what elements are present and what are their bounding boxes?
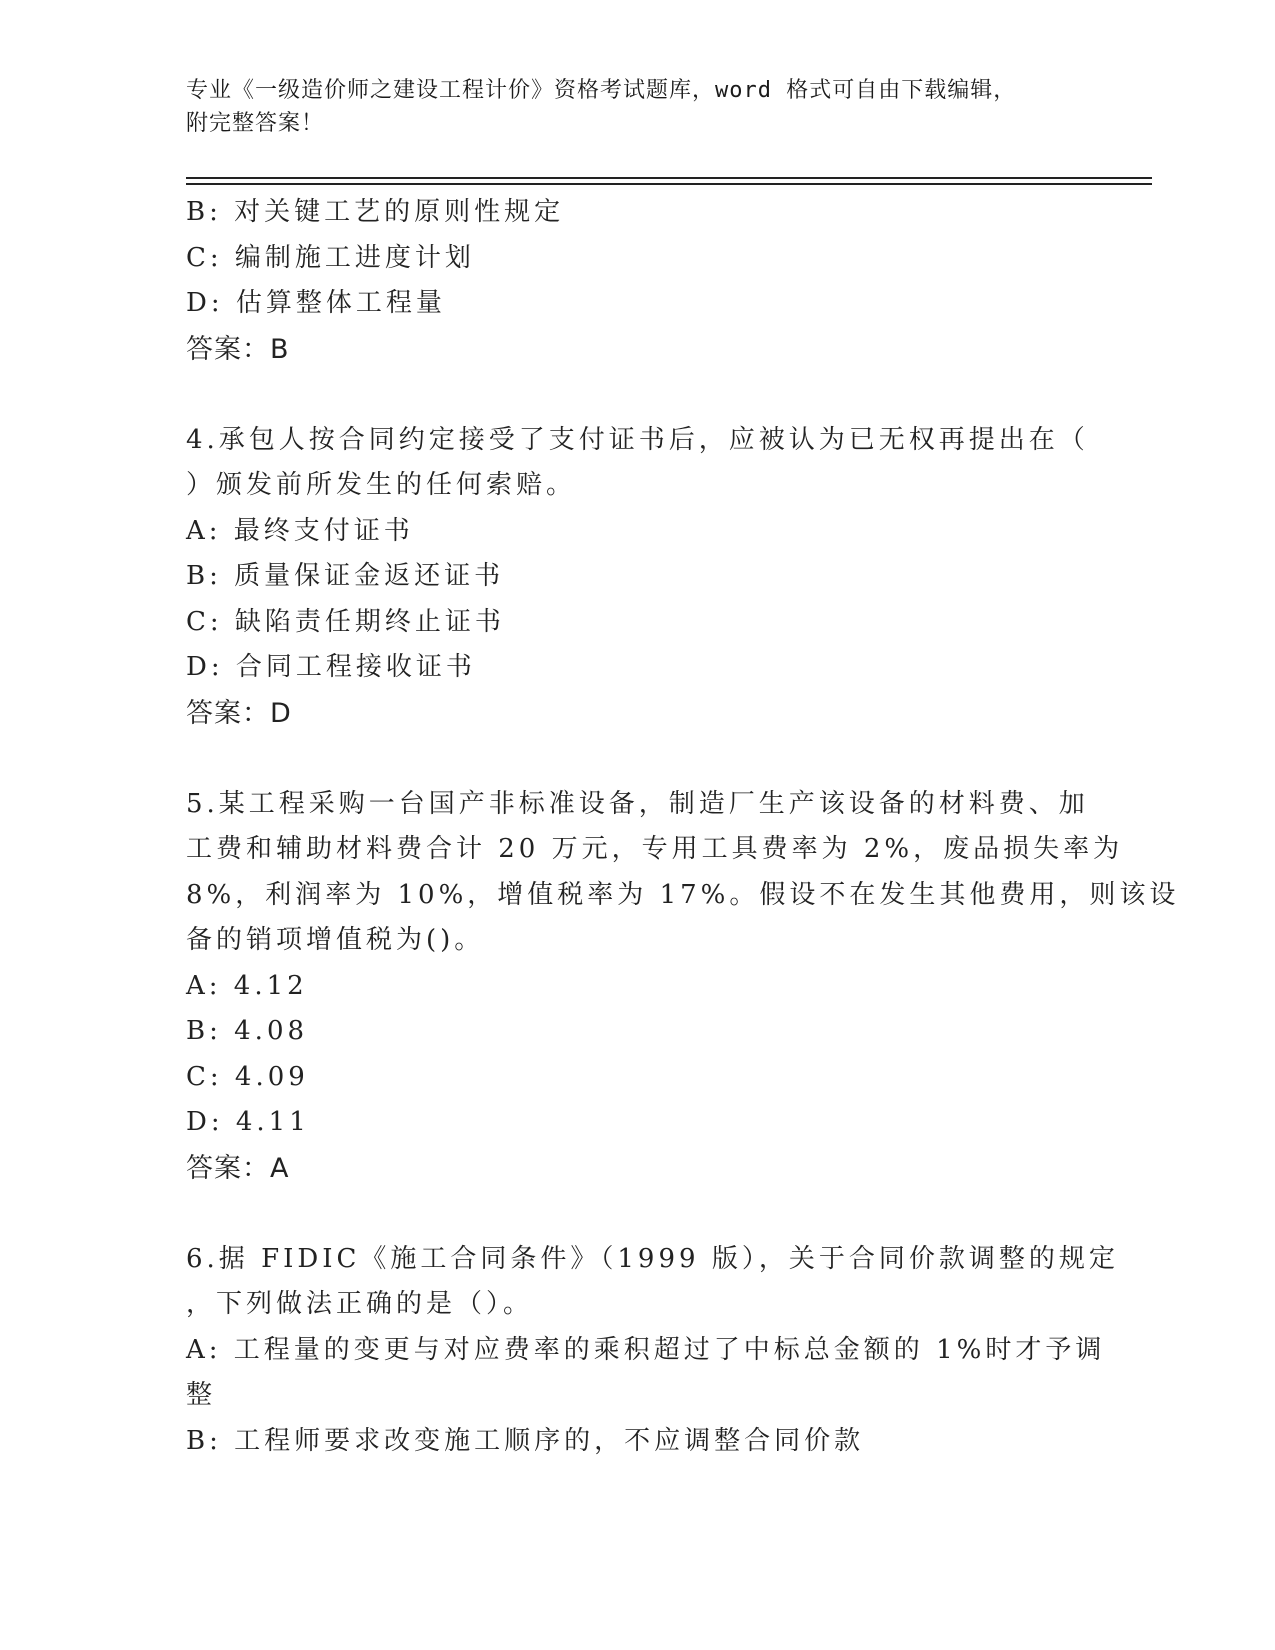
question-block-5 [186,782,1180,1192]
option-a: A: 最终支付证书 [186,515,414,546]
answer-line: 答案：A [186,1152,290,1184]
option-a-continued: 整 [186,1380,217,1410]
question-block-6 [186,1237,1119,1465]
header-rule-bottom [186,183,1152,185]
spacer [186,1191,1086,1237]
option-c: C: 编制施工进度计划 [186,242,475,273]
option-d: D: 估算整体工程量 [186,288,446,318]
option-d: D: 4.11 [186,1107,310,1137]
option-a: A: 4.12 [186,970,308,1001]
option-b: B: 工程师要求改变施工顺序的，不应调整合同价款 [186,1425,865,1456]
question-stem-line: ）颁发前所发生的任何索赔。 [186,470,577,500]
option-b: B: 对关键工艺的原则性规定 [186,197,565,227]
header-rule-top [186,177,1152,179]
document-body [186,190,1180,1464]
header-line-1: 专业《一级造价师之建设工程计价》资格考试题库，word 格式可自由下载编辑， [186,78,1017,103]
header-line-2: 附完整答案！ [186,111,325,136]
question-stem-line: 8%，利润率为 10%，增值税率为 17%。假设不在发生其他费用，则该设 [186,879,1180,910]
question-stem-line: 4.承包人按合同约定接受了支付证书后，应被认为已无权再提出在（ [186,424,1089,455]
answer-line: 答案：D [186,697,292,729]
question-block-4 [186,418,1089,737]
spacer [186,372,1086,418]
spacer [186,736,1086,782]
question-stem-line: ，下列做法正确的是（）。 [186,1289,534,1319]
option-a: A: 工程量的变更与对应费率的乘积超过了中标总金额的 1%时才予调 [186,1334,1106,1365]
option-b: B: 4.08 [186,1016,309,1046]
question-stem-line: 6.据 FIDIC《施工合同条件》（1999 版），关于合同价款调整的规定 [186,1243,1119,1274]
option-d: D: 合同工程接收证书 [186,652,476,682]
question-block-prev [186,190,1086,372]
question-stem-line: 5.某工程采购一台国产非标准设备，制造厂生产该设备的材料费、加 [186,788,1089,819]
option-c: C: 缺陷责任期终止证书 [186,606,505,637]
option-b: B: 质量保证金返还证书 [186,561,505,591]
answer-line: 答案：B [186,333,290,365]
option-c: C: 4.09 [186,1061,309,1092]
question-stem-line: 备的销项增值税为()。 [186,925,485,955]
document-header [186,74,1086,140]
question-stem-line: 工费和辅助材料费合计 20 万元，专用工具费率为 2%，废品损失率为 [186,834,1124,864]
